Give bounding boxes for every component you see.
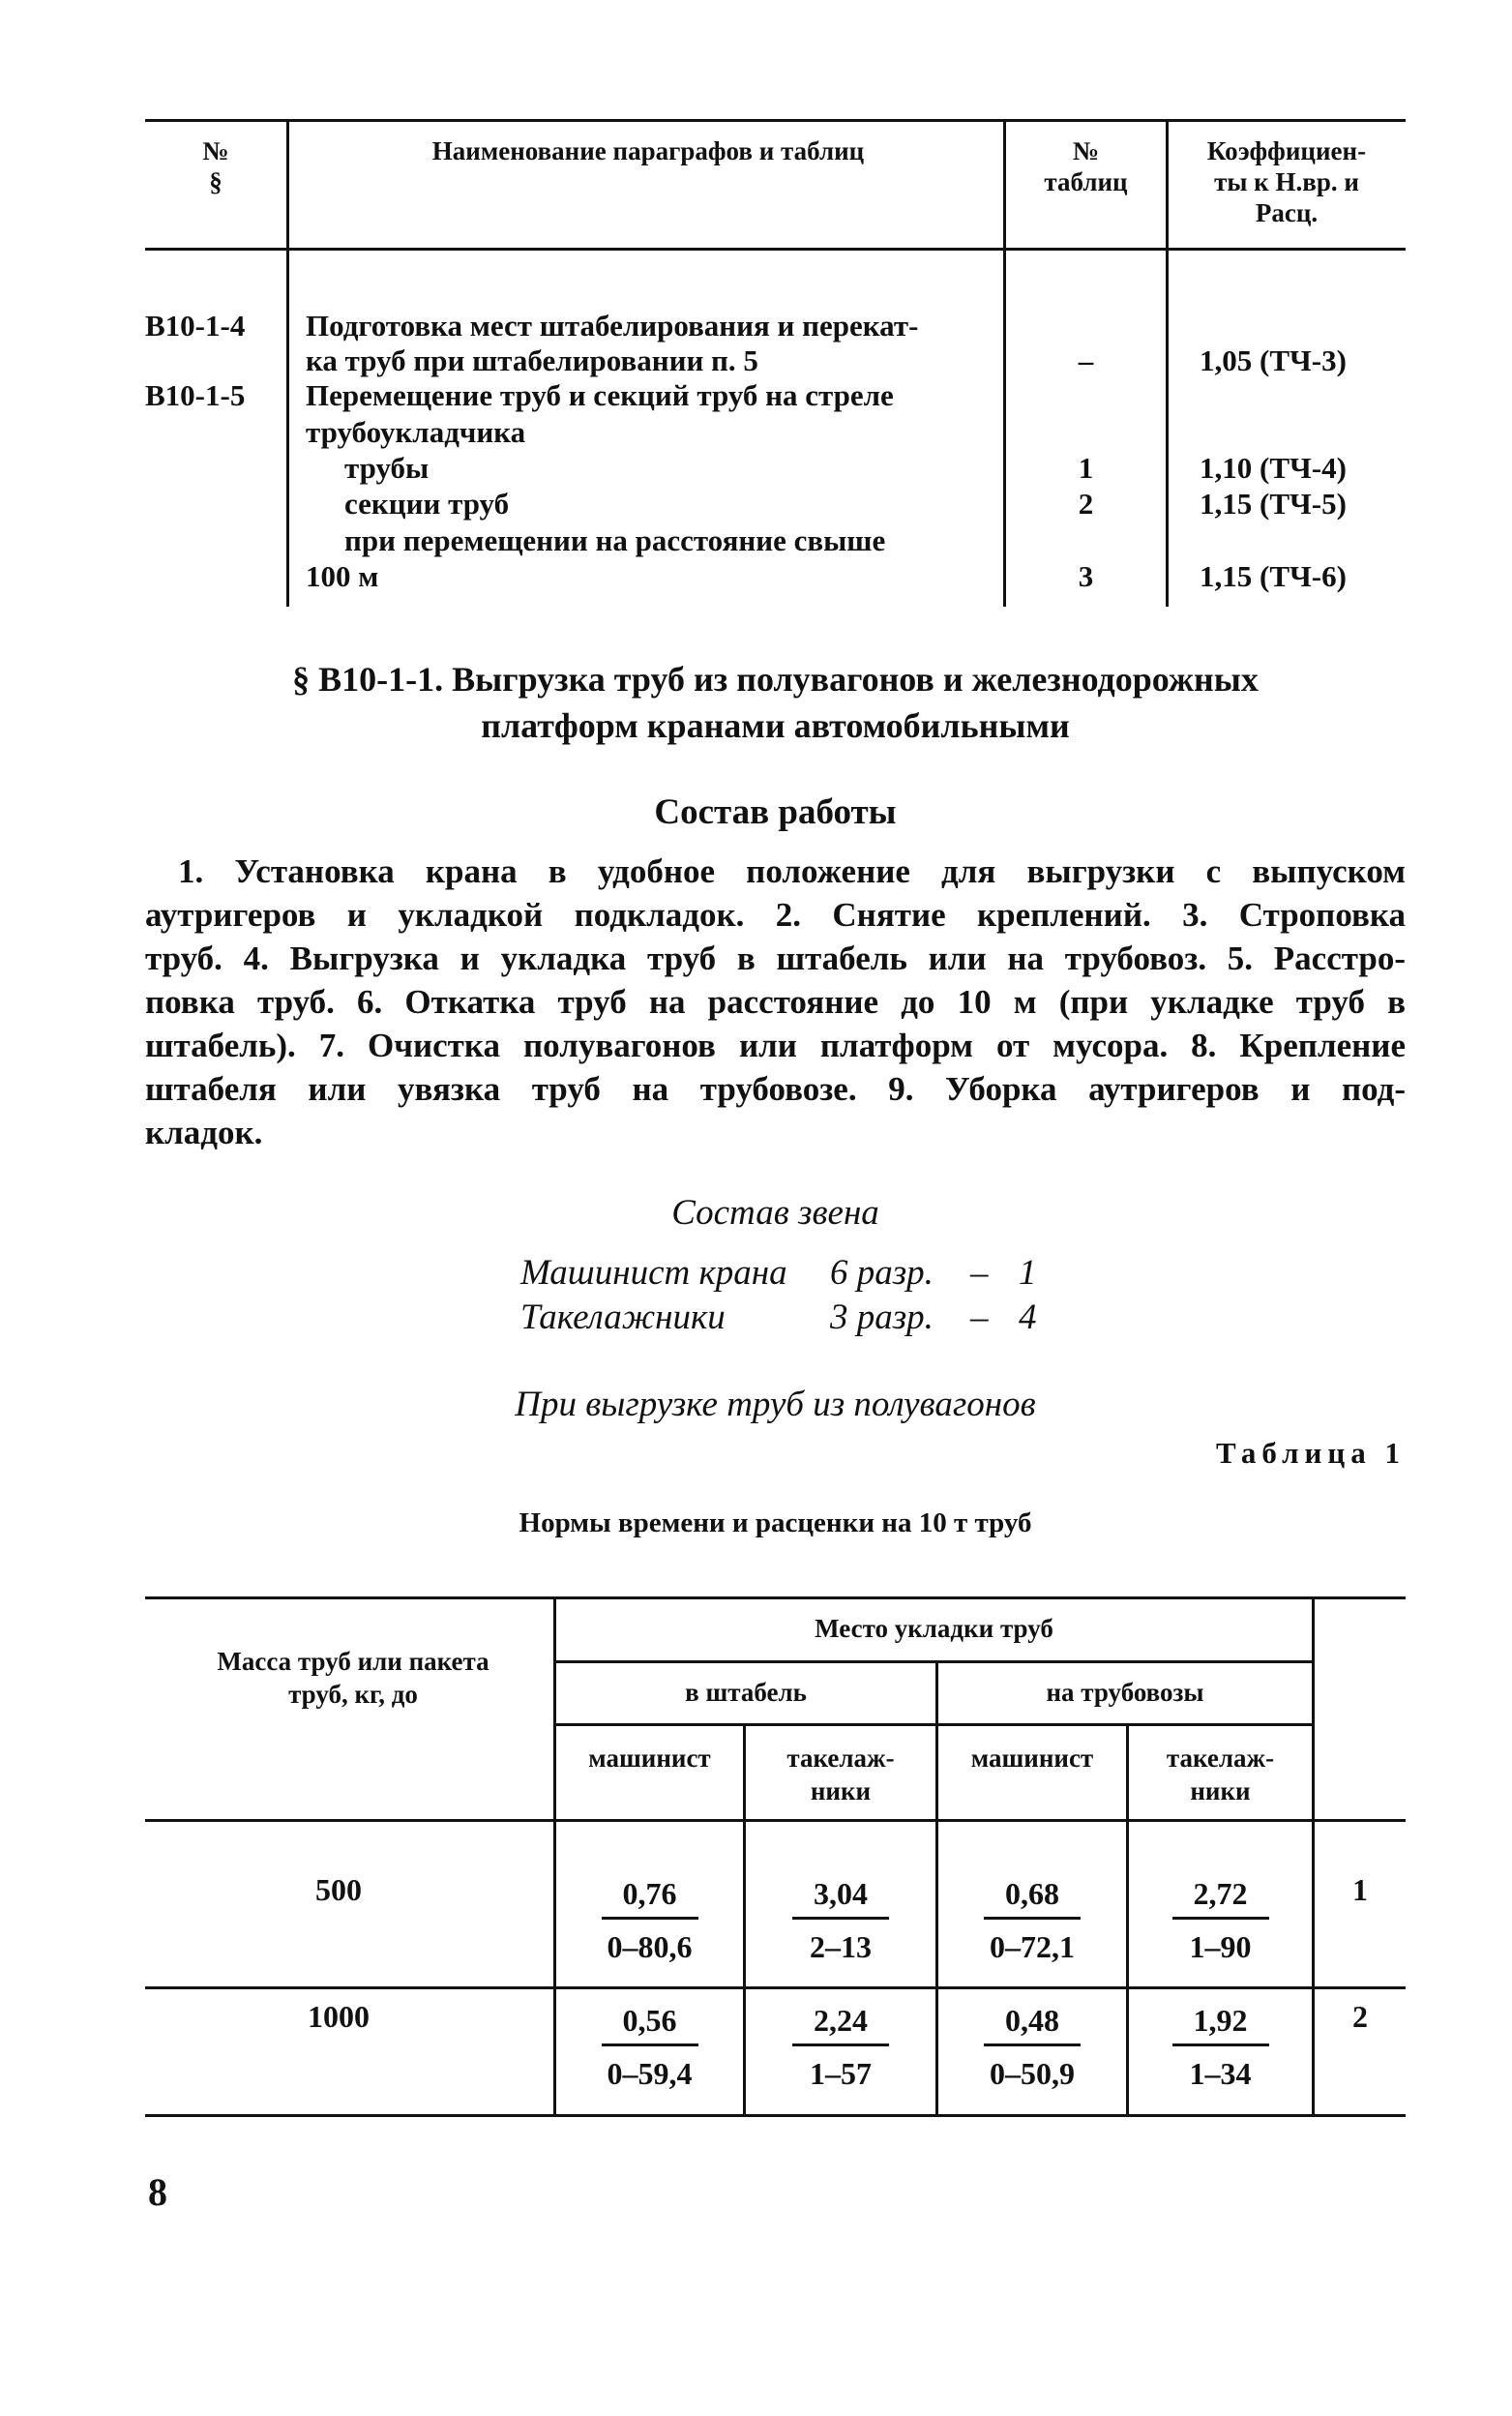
- row-name: трубоукладчика: [306, 415, 526, 449]
- header-operator: машинист: [970, 1744, 1094, 1773]
- work-line: кладок.: [145, 1114, 263, 1151]
- norm-rate: 1–90: [1189, 1929, 1252, 1964]
- norm-cell: [1129, 1999, 1312, 2095]
- crew-count: 1: [1019, 1253, 1037, 1293]
- work-line: повка труб. 6. Откатка труб на расстояние до 10 м (при укладке труб в: [145, 983, 1406, 1021]
- page-number: 8: [148, 2170, 167, 2214]
- section-title: [145, 656, 1406, 749]
- norm-time: 0,48: [1005, 2003, 1059, 2038]
- crew-count: 4: [1019, 1297, 1037, 1337]
- header-stack: в штабель: [685, 1678, 807, 1707]
- row-table-num: –: [1078, 343, 1094, 377]
- subheading: При выгрузке труб из полувагонов: [515, 1385, 1036, 1424]
- crew-grade: 6 разр.: [830, 1253, 934, 1293]
- work-line: 1. Установка крана в удобное положение для выгрузки с выпуском: [178, 852, 1406, 890]
- crew-dash: –: [970, 1297, 989, 1337]
- header-riggers: такелаж- ники: [786, 1744, 895, 1805]
- row-name: 100 м: [306, 559, 379, 593]
- crew-dash: –: [970, 1253, 989, 1293]
- row-index: 2: [1352, 1999, 1368, 2034]
- row-table-num: 1: [1078, 451, 1094, 485]
- norm-time: 0,68: [1005, 1876, 1059, 1911]
- table-caption: Нормы времени и расценки на 10 т труб: [519, 1507, 1032, 1538]
- crew-role: Машинист крана: [520, 1253, 787, 1293]
- work-heading: Состав работы: [654, 792, 897, 832]
- crew-grade: 3 разр.: [830, 1297, 934, 1337]
- row-table-num: 2: [1078, 487, 1094, 521]
- header-mass: Масса труб или пакета труб, кг, до: [217, 1647, 489, 1709]
- norm-rate: 1–57: [810, 2056, 872, 2091]
- norm-rate: 0–50,9: [990, 2056, 1075, 2091]
- work-line: штабель). 7. Очистка полувагонов или платформ от мусора. 8. Крепление: [145, 1027, 1406, 1064]
- row-coef: 1,05 (ТЧ-3): [1200, 343, 1347, 377]
- row-mass: 1000: [308, 1999, 370, 2034]
- section-title-line1: § В10-1-1. Выгрузка труб из полувагонов и железнодорожных: [292, 660, 1259, 699]
- row-code: В10-1-4: [145, 309, 246, 343]
- norm-cell: [556, 1872, 743, 1968]
- norm-rate: 2–13: [810, 1929, 872, 1964]
- norm-cell: [746, 1999, 935, 2095]
- norm-cell: [556, 1999, 743, 2095]
- header-coef: Коэффициен- ты к Н.вр. и Расц.: [1206, 136, 1367, 227]
- header-table-num: № таблиц: [1044, 136, 1128, 196]
- row-mass: 500: [315, 1872, 362, 1907]
- norm-time: 3,04: [814, 1876, 868, 1911]
- row-name: при перемещении на расстояние свыше: [344, 523, 886, 557]
- header-name: Наименование параграфов и таблиц: [431, 136, 865, 165]
- row-name: трубы: [344, 451, 430, 485]
- row-name: Перемещение труб и секций труб на стреле: [306, 378, 894, 412]
- norm-cell: [746, 1872, 935, 1968]
- header-num-section: № §: [202, 136, 229, 196]
- norm-time: 0,56: [622, 2003, 677, 2038]
- header-place: Место укладки труб: [815, 1614, 1053, 1643]
- row-coef: 1,15 (ТЧ-6): [1200, 559, 1347, 593]
- norm-time: 1,92: [1193, 2003, 1248, 2038]
- norm-cell: [938, 1872, 1126, 1968]
- table-label: Таблица 1: [1216, 1436, 1406, 1470]
- norm-cell: [938, 1999, 1126, 2095]
- row-table-num: 3: [1078, 559, 1094, 593]
- work-line: аутригеров и укладкой подкладок. 2. Снятие креплений. 3. Строповка: [145, 896, 1406, 934]
- header-carrier: на трубовозы: [1046, 1678, 1204, 1707]
- norm-cell: [1129, 1872, 1312, 1968]
- norm-time: 0,76: [622, 1876, 677, 1911]
- norm-time: 2,72: [1193, 1876, 1248, 1911]
- norm-rate: 0–80,6: [607, 1929, 693, 1964]
- norm-rate: 0–59,4: [607, 2056, 693, 2091]
- norm-rate: 1–34: [1189, 2056, 1252, 2091]
- work-line: труб. 4. Выгрузка и укладка труб в штабель или на трубовоз. 5. Расстро-: [145, 940, 1406, 977]
- row-code: В10-1-5: [145, 378, 246, 412]
- crew-role: Такелажники: [520, 1297, 726, 1337]
- work-description: [145, 850, 1406, 1154]
- header-operator: машинист: [588, 1744, 711, 1773]
- row-name: Подготовка мест штабелирования и перекат-: [306, 309, 919, 343]
- row-coef: 1,15 (ТЧ-5): [1200, 487, 1347, 521]
- section-title-line2: платформ кранами автомобильными: [481, 706, 1070, 745]
- row-coef: 1,10 (ТЧ-4): [1200, 451, 1347, 485]
- row-name: ка труб при штабелировании п. 5: [306, 343, 758, 377]
- row-index: 1: [1352, 1872, 1368, 1907]
- norm-rate: 0–72,1: [990, 1929, 1075, 1964]
- crew-heading: Состав звена: [671, 1193, 879, 1233]
- work-line: штабеля или увязка труб на трубовозе. 9. Уборка аутригеров и под-: [145, 1070, 1406, 1108]
- norm-time: 2,24: [814, 2003, 868, 2038]
- row-name: секции труб: [344, 487, 510, 521]
- header-riggers: такелаж- ники: [1166, 1744, 1275, 1805]
